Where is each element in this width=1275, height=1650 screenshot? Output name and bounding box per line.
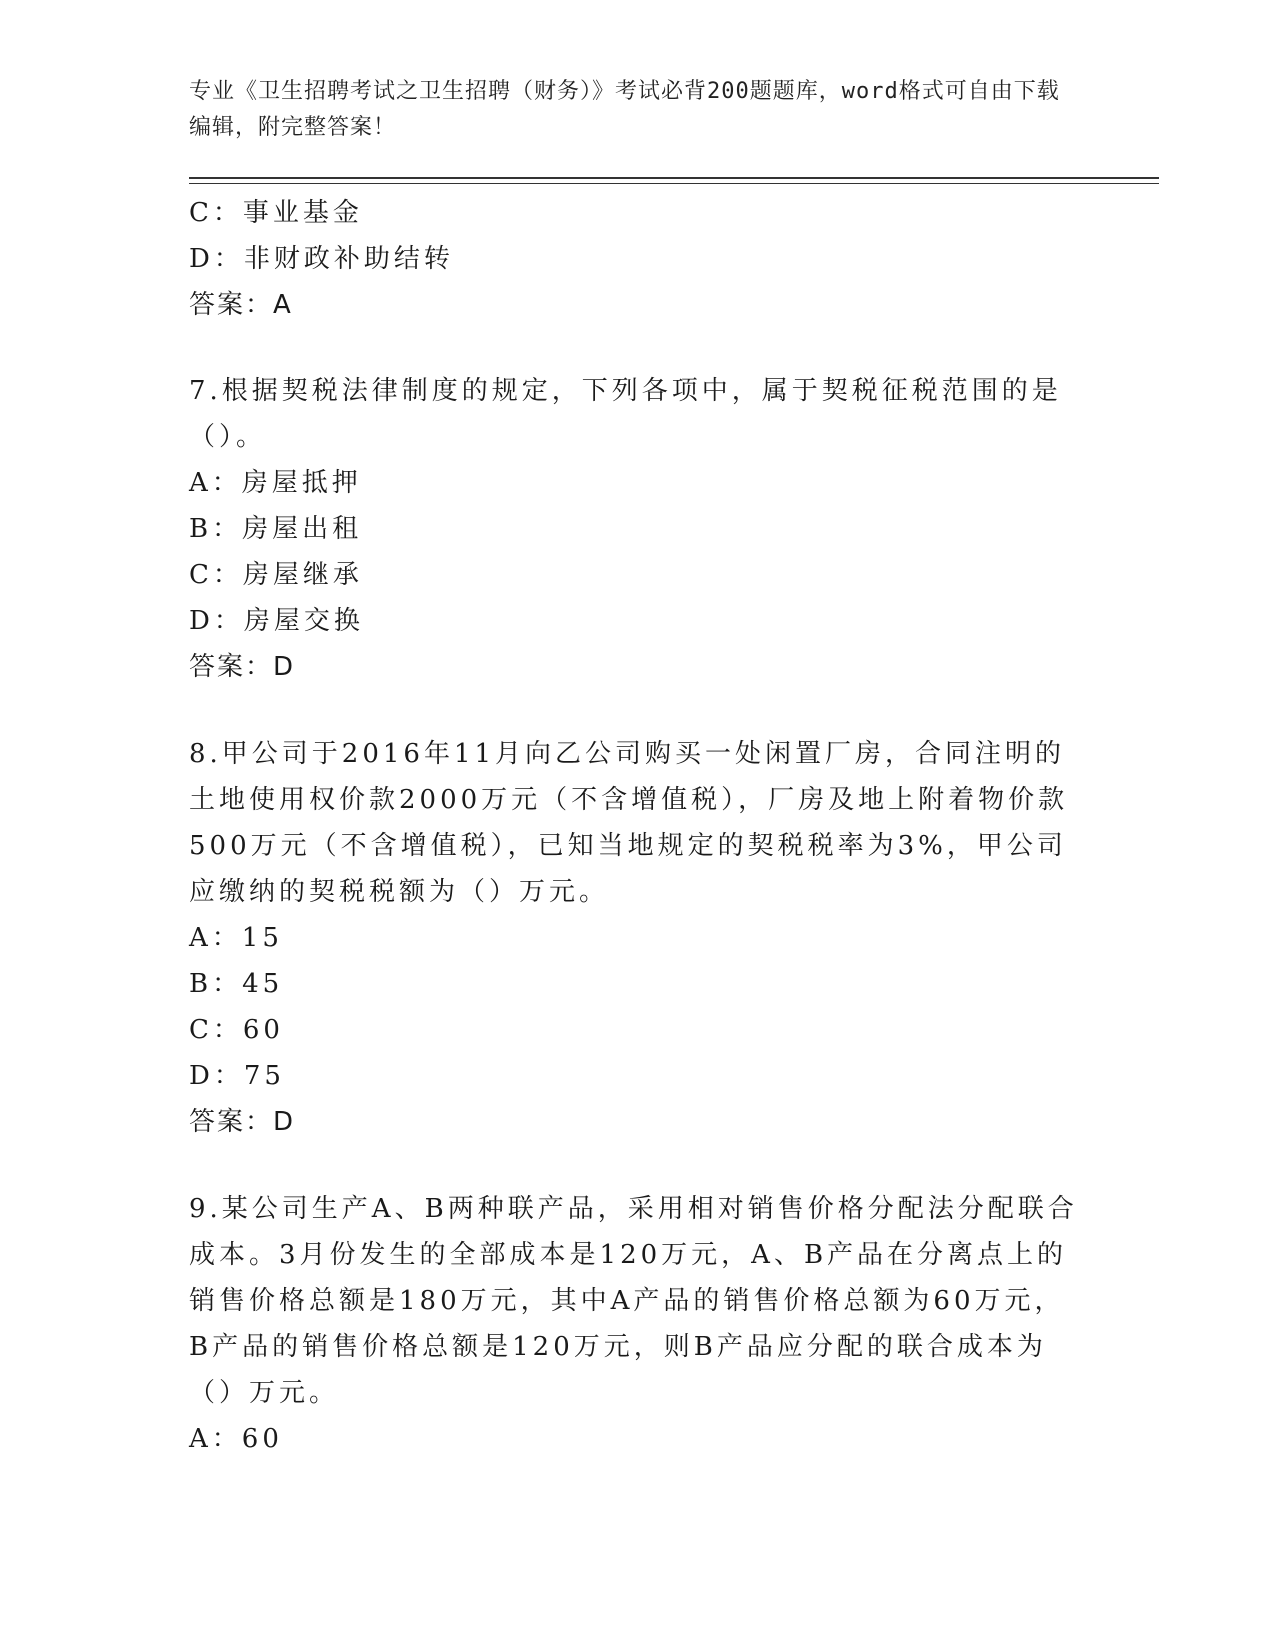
option-a: A：房屋抵押	[189, 468, 362, 498]
question-7	[189, 368, 1079, 690]
answer: 答案：A	[189, 290, 293, 320]
question-9	[189, 1186, 1079, 1462]
question-text: 7.根据契税法律制度的规定，下列各项中，属于契税征税范围的是（）。	[189, 376, 1062, 452]
answer: 答案：D	[189, 1107, 296, 1137]
option-a: A：15	[189, 923, 283, 953]
option-c: C：房屋继承	[189, 560, 363, 590]
question-list	[189, 190, 1079, 1462]
option-d: D：非财政补助结转	[189, 244, 454, 274]
previous-question-tail	[189, 190, 1079, 328]
question-text: 8.甲公司于2016年11月向乙公司购买一处闲置厂房，合同注明的土地使用权价款2000万元（不含增值税），厂房及地上附着物价款500万元（不含增值税），已知当地规定的契税税率为3%，甲公司应缴纳的契税税额为（）万元。	[189, 739, 1069, 907]
answer: 答案：D	[189, 652, 296, 682]
option-a: A：60	[189, 1424, 283, 1454]
option-b: B：45	[189, 969, 284, 999]
header-rule-thick	[189, 177, 1159, 179]
option-c: C：事业基金	[189, 198, 363, 228]
option-d: D：房屋交换	[189, 606, 364, 636]
option-d: D：75	[189, 1061, 285, 1091]
option-c: C：60	[189, 1015, 284, 1045]
document-header: 专业《卫生招聘考试之卫生招聘（财务）》考试必背200题题库，word格式可自由下载编辑，附完整答案！	[189, 79, 1060, 140]
question-text: 9.某公司生产A、B两种联产品，采用相对销售价格分配法分配联合成本。3月份发生的全部成本是120万元，A、B产品在分离点上的销售价格总额是180万元，其中A产品的销售价格总额为60万元，B产品的销售价格总额是120万元，则B产品应分配的联合成本为（）万元。	[189, 1194, 1078, 1408]
header-rule-thin	[189, 183, 1159, 184]
question-8	[189, 731, 1079, 1145]
option-b: B：房屋出租	[189, 514, 363, 544]
